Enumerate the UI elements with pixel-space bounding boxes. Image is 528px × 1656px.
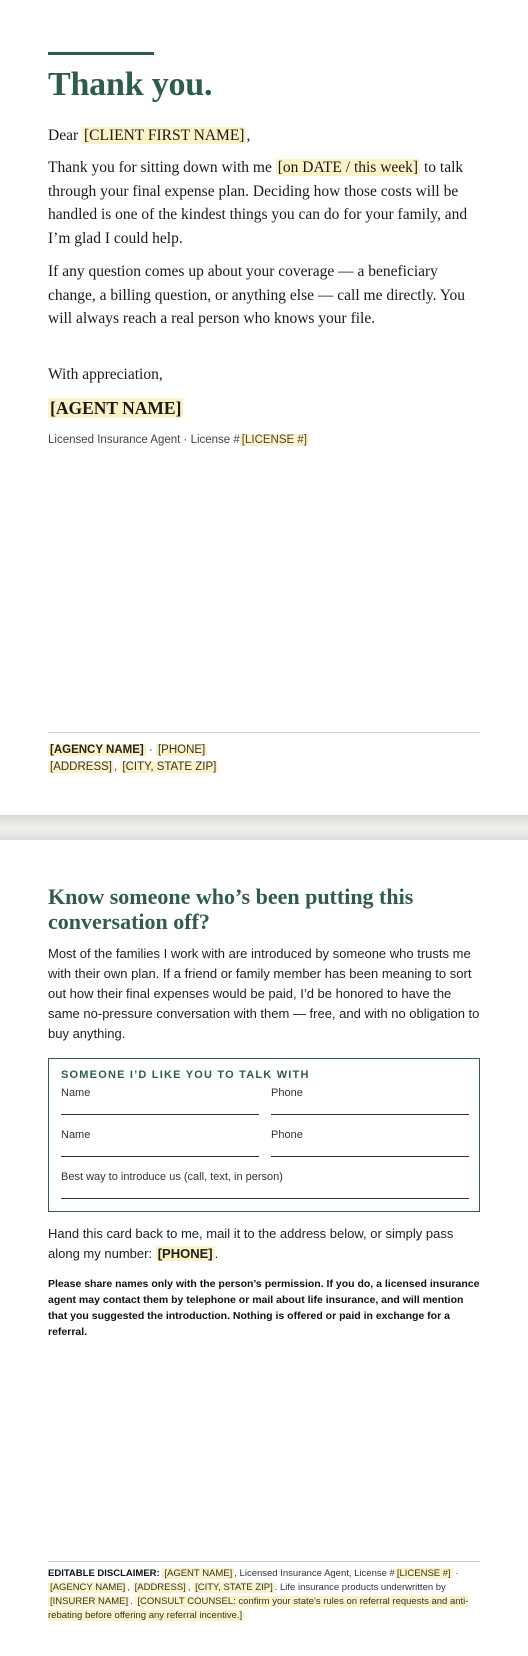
letter-footer-divider <box>48 732 480 733</box>
name-label-1: Name <box>61 1087 91 1099</box>
city-state-zip-placeholder: [CITY, STATE ZIP] <box>122 761 217 773</box>
agency-name-placeholder: [AGENCY NAME] <box>50 744 144 756</box>
phone-label-1: Phone <box>271 1087 303 1099</box>
page-break <box>0 815 528 840</box>
referral-page <box>0 840 528 1656</box>
introduction-method-field[interactable] <box>61 1198 469 1199</box>
address-placeholder: [ADDRESS] <box>50 761 112 773</box>
handback-phone-placeholder: [PHONE] <box>157 1246 213 1261</box>
license-number-placeholder: [LICENSE #] <box>241 434 307 446</box>
phone-field-2[interactable] <box>271 1156 469 1157</box>
phone-field-1[interactable] <box>271 1114 469 1115</box>
title-accent-rule <box>48 52 154 55</box>
date-placeholder: [on DATE / this week] <box>277 159 419 176</box>
agent-license-line: Licensed Insurance Agent · License # [LICENSE #] <box>48 434 307 446</box>
letter-page <box>0 0 528 815</box>
referral-card-title: SOMEONE I’D LIKE YOU TO TALK WITH <box>61 1069 310 1081</box>
letter-closing: With appreciation, <box>48 366 163 383</box>
agent-signature-name: [AGENT NAME] <box>50 398 182 418</box>
greeting: Dear [CLIENT FIRST NAME] , <box>48 127 251 144</box>
editable-disclaimer: EDITABLE DISCLAIMER: [AGENT NAME] , Licensed Insurance Agent, License # [LICENSE #] · [AGENCY NAME] , [ADDRESS] , [CITY, STATE ZIP] . Life insurance products underwritten by [INSURER NAME] . [CONSULT COUNSEL: confirm your state’s rules on referral requests and anti-rebating before offering any referral incentive.] <box>48 1568 469 1621</box>
introduction-method-label: Best way to introduce us (call, text, in person) <box>61 1171 283 1183</box>
letter-title: Thank you. <box>48 66 213 103</box>
letter-footer <box>48 742 218 776</box>
disclaimer-divider <box>48 1561 480 1562</box>
agency-line-1: [AGENCY NAME] · [PHONE] <box>50 744 206 756</box>
letter-paragraph-1: Thank you for sitting down with me [on DATE / this week] to talk through your final expense plan. Deciding how those costs will be handled is one of the kindest things you can do for your family, and I’m glad I could help. <box>48 159 468 247</box>
name-field-2[interactable] <box>61 1156 259 1157</box>
name-label-2: Name <box>61 1129 91 1141</box>
agency-line-2: [ADDRESS] , [CITY, STATE ZIP] <box>50 761 217 773</box>
letter-paragraph-2: If any question comes up about your coverage — a beneficiary change, a billing question, or anything else — call me directly. You will always reach a real person who knows your file. <box>48 263 465 327</box>
referral-card <box>48 1058 480 1212</box>
client-first-name-placeholder: [CLIENT FIRST NAME] <box>84 127 245 144</box>
phone-label-2: Phone <box>271 1129 303 1141</box>
phone-placeholder: [PHONE] <box>157 744 206 756</box>
permission-note: Please share names only with the person’s permission. If you do, a licensed insurance agent may contact them by telephone or mail about life insurance, and will mention that you suggested the introduction. Nothing is offered or paid in exchange for a referral. <box>48 1278 480 1338</box>
name-field-1[interactable] <box>61 1114 259 1115</box>
referral-intro: Most of the families I work with are introduced by someone who trusts me with their own plan. If a friend or family member has been meaning to sort out how their final expenses would be paid, I’d be honored to have the same no-pressure conversation with them — free, and with no obligation to buy anything. <box>48 946 480 1041</box>
referral-heading: Know someone who’s been putting this conversation off? <box>48 884 414 934</box>
handback-instructions: Hand this card back to me, mail it to the address below, or simply pass along my number: [PHONE] . <box>48 1226 454 1261</box>
